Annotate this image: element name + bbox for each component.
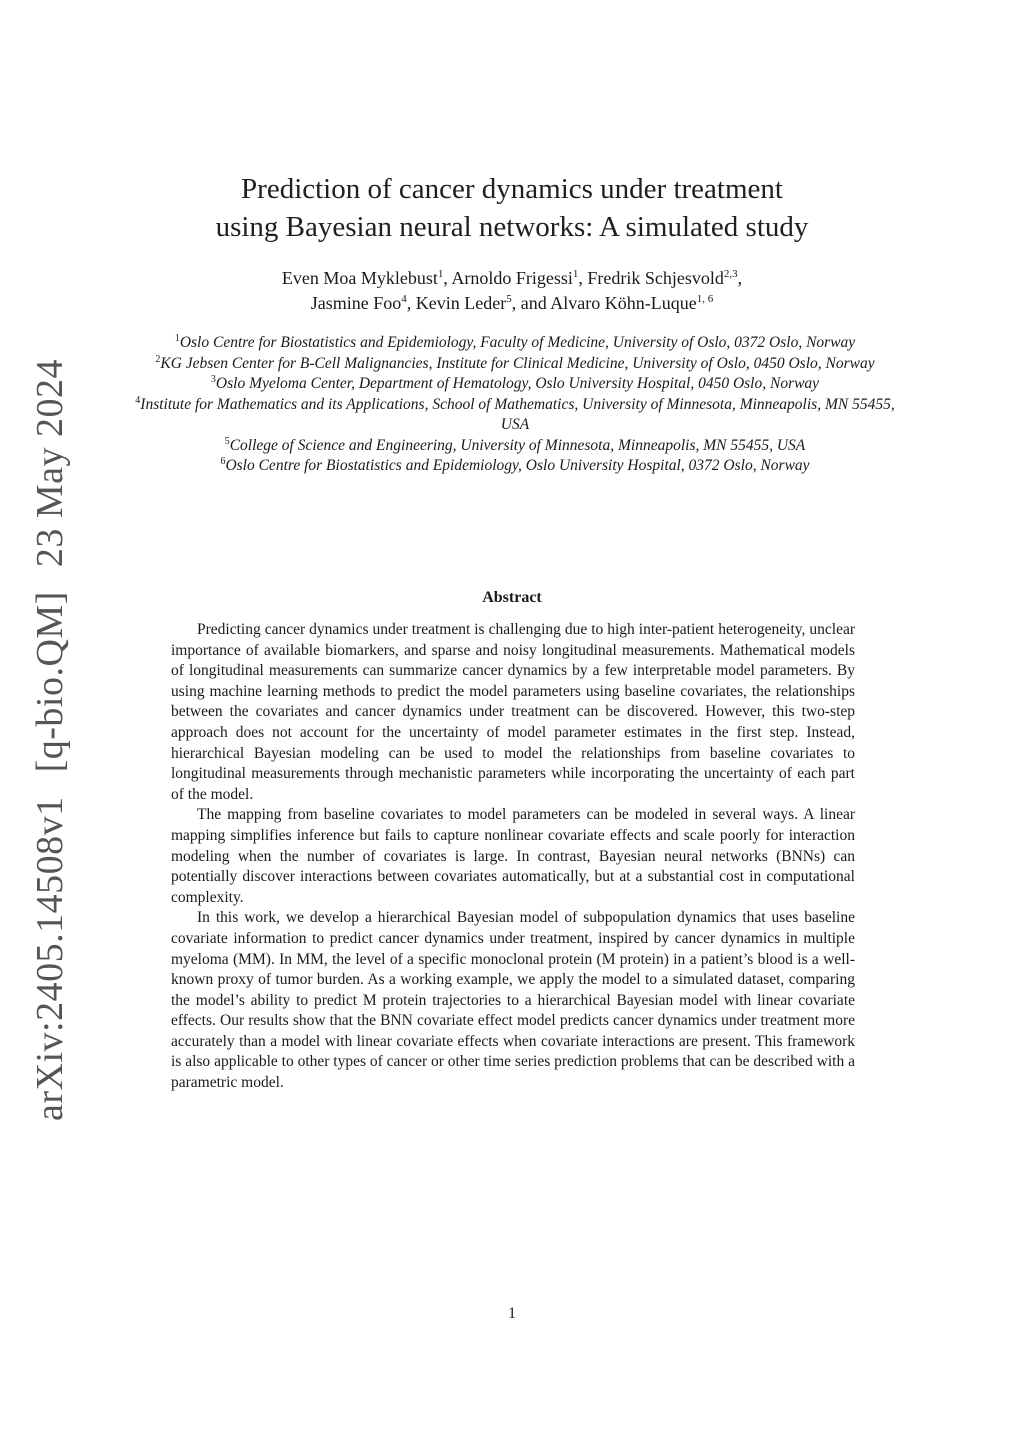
affiliation-number: 5 (224, 435, 230, 447)
affiliation-text: KG Jebsen Center for B-Cell Malignancies, Institute for Clinical Medicine, University of Oslo, 0450 Oslo, Norway (160, 354, 875, 372)
author-name: Jasmine Foo (310, 293, 402, 313)
abstract-paragraph: In this work, we develop a hierarchical Bayesian model of subpopulation dynamics that uses baseline covariate information to predict cancer dynamics under treatment, inspired by cancer dynamics in multiple myeloma (MM). In MM, the level of a specific monoclonal protein (M protein) in a patient’s blood is a well-known proxy of tumor burden. As a working example, we apply the model to a simulated dataset, comparing the model’s ability to predict M protein trajectories to a hierarchical Bayesian model with linear covariate effects. Our results show that the BNN covariate effect model predicts cancer dynamics under treatment more accurately than a model with linear covariate effects when covariate interactions are present. This framework is also applicable to other types of cancer or other time series prediction problems that can be described with a parametric model. (171, 909, 855, 1092)
arxiv-side-identifier (28, 347, 72, 1133)
affiliation-text: Oslo Myeloma Center, Department of Hematology, Oslo University Hospital, 0450 Oslo, Norway (215, 375, 820, 392)
author-list (0, 266, 1024, 316)
author-separator: , (737, 268, 743, 288)
author-separator: , (578, 268, 588, 288)
arxiv-id[interactable]: arXiv:2405.14508v1 (29, 796, 71, 1121)
author-affiliation-mark: 2,3 (723, 268, 738, 280)
author-affiliation-mark: 4 (401, 293, 407, 305)
affiliation-item (130, 374, 900, 395)
abstract-paragraph: The mapping from baseline covariates to model parameters can be modeled in several ways. A linear mapping simplifies inference but fails to capture nonlinear covariate effects and scale poorly for interaction modeling when the number of covariates is large. In contrast, Bayesian neural networks (BNNs) can potentially discover interactions between covariates automatically, but at a substantial cost in computational complexity. (171, 806, 855, 906)
author-separator: , (406, 293, 416, 313)
author-name: Kevin Leder (415, 293, 507, 313)
affiliation-number: 6 (220, 456, 226, 467)
author-separator: , and (511, 293, 551, 313)
affiliation-list (130, 333, 900, 477)
author-name: Alvaro Köhn-Luque (550, 293, 697, 313)
author-affiliation-mark: 5 (506, 293, 512, 305)
abstract-body (171, 620, 855, 1094)
affiliation-item (130, 456, 900, 477)
title-line-1: Prediction of cancer dynamics under treatment (241, 173, 783, 205)
affiliation-item (130, 354, 900, 375)
author-line-1 (0, 266, 1024, 291)
author-affiliation-mark: 1, 6 (696, 293, 714, 305)
abstract-paragraph: Predicting cancer dynamics under treatment is challenging due to high inter-patient heterogeneity, unclear importance of available biomarkers, and sparse and noisy longitudinal measurements. Mathematical models of longitudinal measurements can summarize cancer dynamics by a few interpretable model parameters. By using machine learning methods to predict the model parameters using baseline covariates, the relationships between the covariates and cancer dynamics under treatment can be discovered. However, this two-step approach does not account for the uncertainty of model parameter estimates in the first step. Instead, hierarchical Bayesian modeling can be used to model the relationships from baseline covariates to longitudinal measurements through mechanistic parameters while incorporating the uncertainty of each part of the model. (171, 621, 855, 803)
affiliation-number: 2 (155, 353, 161, 365)
affiliation-text: Institute for Mathematics and its Applications, School of Mathematics, University of Minnesota, Minneapolis, MN 55455, USA (140, 395, 895, 433)
affiliation-item (130, 395, 900, 436)
affiliation-text: Oslo Centre for Biostatistics and Epidemiology, Faculty of Medicine, University of Oslo, 0372 Oslo, Norway (179, 334, 856, 351)
author-line-2 (0, 291, 1024, 316)
affiliation-item (130, 333, 900, 354)
author-separator: , (443, 268, 452, 288)
affiliation-number: 1 (174, 333, 180, 344)
affiliation-text: Oslo Centre for Biostatistics and Epidemiology, Oslo University Hospital, 0372 Oslo, Norway (225, 457, 810, 474)
arxiv-date: 23 May 2024 (29, 359, 71, 568)
author-name: Fredrik Schjesvold (587, 268, 724, 288)
arxiv-category: [q-bio.QM] (29, 591, 71, 773)
author-name: Even Moa Myklebust (281, 268, 438, 288)
abstract-heading: Abstract (482, 589, 542, 606)
affiliation-number: 4 (135, 394, 141, 406)
title-line-2: using Bayesian neural networks: A simulated study (215, 211, 809, 243)
paper-title (0, 170, 1024, 246)
affiliation-item (130, 436, 900, 457)
page-number: 1 (508, 1305, 516, 1322)
affiliation-text: College of Science and Engineering, University of Minnesota, Minneapolis, MN 55455, USA (229, 436, 806, 454)
author-name: Arnoldo Frigessi (451, 268, 573, 288)
author-affiliation-mark: 1 (437, 268, 444, 280)
affiliation-number: 3 (210, 374, 216, 385)
author-affiliation-mark: 1 (572, 268, 579, 280)
